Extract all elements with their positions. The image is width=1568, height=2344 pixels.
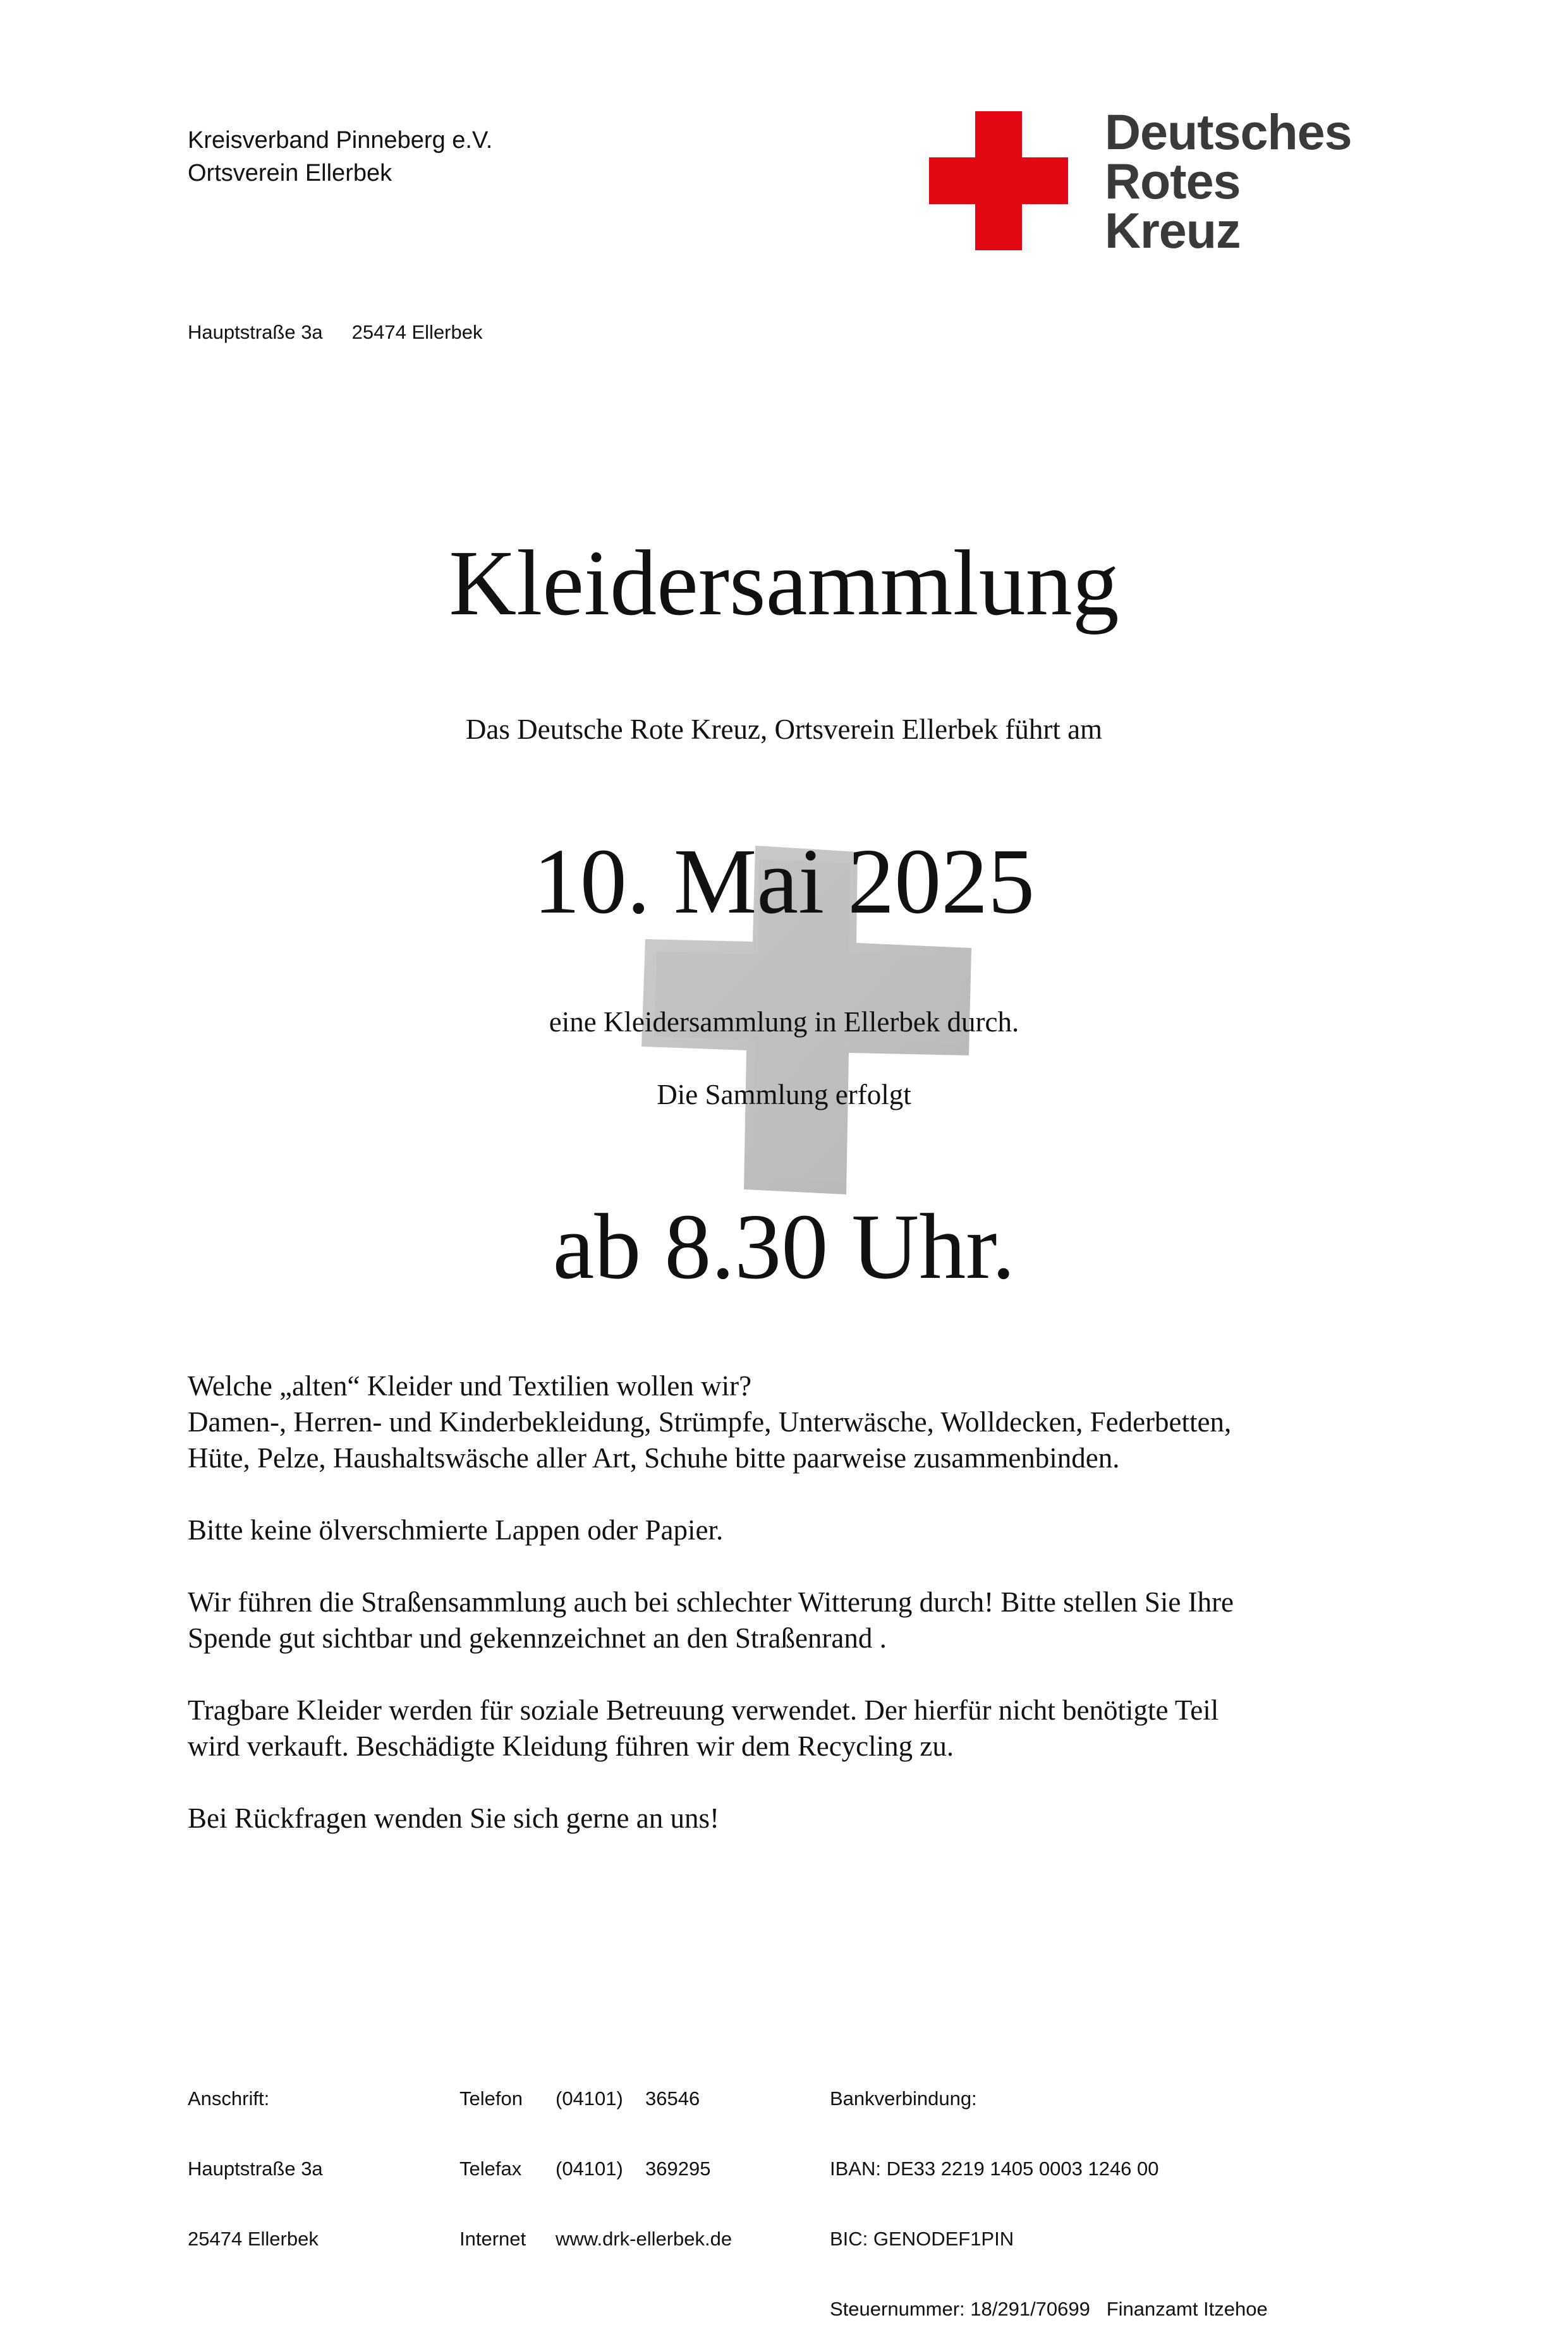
sender-local-branch: Ortsverein Ellerbek (188, 160, 392, 186)
fax-number: 369295 (645, 2158, 711, 2180)
drk-logo (929, 104, 1384, 258)
collection-note: Die Sammlung erfolgt (657, 1079, 911, 1110)
bank-iban: IBAN: DE33 2219 1405 0003 1246 00 (830, 2158, 1159, 2180)
paragraph-contact (188, 1801, 1426, 1837)
intro-text: Das Deutsche Rote Kreuz, Ortsverein Ellerbek führt am (465, 714, 1103, 745)
internet-label: Internet (459, 2228, 526, 2250)
logo-wordmark (1105, 104, 1352, 258)
text-line: wird verkauft. Beschädigte Kleidung führen wir dem Recycling zu. (188, 1730, 954, 1762)
paragraph-excluded-items (188, 1512, 1426, 1548)
fax-area: (04101) (556, 2158, 623, 2180)
footer-address (188, 2040, 323, 2274)
logo-word-2: Rotes (1105, 153, 1241, 209)
paragraph-usage (188, 1692, 1426, 1764)
text-line: Welche „alten“ Kleider und Textilien wollen wir? (188, 1370, 752, 1402)
text-line: Spende gut sichtbar und gekennzeichnet an den Straßenrand . (188, 1622, 887, 1654)
body-text (188, 1368, 1426, 1873)
address-city: 25474 Ellerbek (351, 321, 483, 343)
phone-label: Telefon (459, 2087, 523, 2110)
footer-street: Hauptstraße 3a (188, 2158, 323, 2180)
logo-word-3: Kreuz (1105, 202, 1241, 258)
text-line: Tragbare Kleider werden für soziale Betreuung verwendet. Der hierfür nicht benötigte Teil (188, 1694, 1219, 1726)
website-link[interactable]: www.drk-ellerbek.de (556, 2228, 732, 2250)
footer-phone (459, 2087, 732, 2110)
event-description: eine Kleidersammlung in Ellerbek durch. (549, 1006, 1019, 1038)
fax-label: Telefax (459, 2158, 522, 2180)
footer-city: 25474 Ellerbek (188, 2228, 319, 2250)
event-date: 10. Mai 2025 (533, 830, 1035, 933)
footer-label: Anschrift: (188, 2087, 270, 2110)
bank-label: Bankverbindung: (830, 2087, 977, 2110)
footer-fax (459, 2157, 732, 2180)
sender-block (188, 124, 492, 190)
footer-bank (830, 2040, 1268, 2344)
text-line: Hüte, Pelze, Haushaltswäsche aller Art, Schuhe bitte paarweise zusammenbinden. (188, 1442, 1120, 1474)
paragraph-weather (188, 1584, 1426, 1656)
phone-area: (04101) (556, 2087, 623, 2110)
text-line: Wir führen die Straßensammlung auch bei schlechter Witterung durch! Bitte stellen Sie Ihre (188, 1586, 1234, 1618)
phone-number: 36546 (645, 2087, 700, 2110)
address-street: Hauptstraße 3a (188, 321, 323, 343)
sender-address (188, 320, 483, 345)
sender-organization: Kreisverband Pinneberg e.V. (188, 127, 493, 154)
red-cross-icon (929, 111, 1068, 250)
text-line: Damen-, Herren- und Kinderbekleidung, Strümpfe, Unterwäsche, Wolldecken, Federbetten, (188, 1406, 1232, 1438)
logo-word-1: Deutsches (1105, 104, 1352, 160)
tax-number: Steuernummer: 18/291/70699 Finanzamt Itzehoe (830, 2298, 1268, 2320)
paragraph-accepted-items (188, 1368, 1426, 1476)
bank-bic: BIC: GENODEF1PIN (830, 2228, 1014, 2250)
footer-internet (459, 2227, 732, 2250)
text-line: Bei Rückfragen wenden Sie sich gerne an uns! (188, 1802, 719, 1834)
event-time: ab 8.30 Uhr. (552, 1195, 1016, 1299)
text-line: Bitte keine ölverschmierte Lappen oder Papier. (188, 1514, 724, 1546)
footer-contact (459, 2040, 732, 2274)
page-title: Kleidersammlung (449, 531, 1119, 635)
